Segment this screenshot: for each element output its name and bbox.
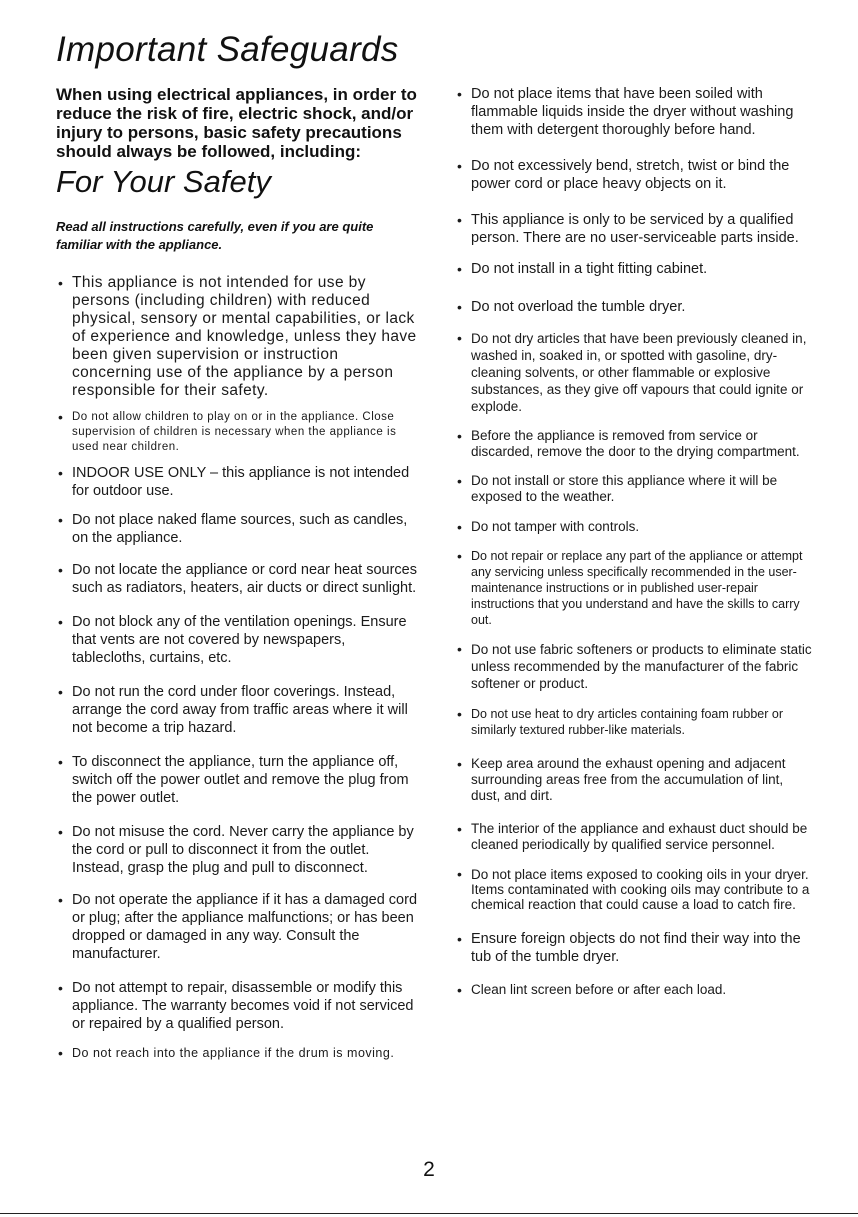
bullet-icon: • (58, 465, 63, 481)
list-item: • Do not locate the appliance or cord near heat sources such as radiators, heaters, air ducts or direct sunlight. (58, 562, 417, 596)
bullet-icon: • (457, 821, 462, 837)
bullet-icon: • (457, 330, 462, 346)
list-item: • Do not overload the tumble dryer. (457, 299, 686, 315)
list-item: • Do not allow children to play on or in the appliance. Close supervision of children is necessary when the appliance is used near children. (58, 409, 397, 453)
intro-statement: When using electrical appliances, in order to reduce the risk of fire, electric shock, and/or injury to persons, basic safety precautions should always be followed, including: (56, 85, 417, 161)
list-item: • Ensure foreign objects do not find their way into the tub of the tumble dryer. (457, 931, 801, 965)
list-item: • Keep area around the exhaust opening and adjacent surrounding areas free from the accumulation of lint, dust, and dirt. (457, 756, 786, 803)
list-item: • Do not attempt to repair, disassemble or modify this appliance. The warranty becomes void if not serviced or repaired by a qualified person. (58, 980, 414, 1032)
list-item: • Clean lint screen before or after each load. (457, 982, 727, 998)
bullet-icon: • (58, 824, 63, 840)
bullet-icon: • (58, 1045, 64, 1061)
list-item: • Do not place items that have been soiled with flammable liquids inside the dryer without washing them with detergent thoroughly before hand. (457, 86, 794, 138)
bullet-icon: • (457, 982, 462, 998)
list-item: • INDOOR USE ONLY – this appliance is not intended for outdoor use. (58, 465, 410, 499)
bullet-icon: • (457, 519, 462, 535)
bullet-icon: • (457, 756, 462, 772)
list-item: • Do not dry articles that have been previously cleaned in, washed in, soaked in, or spotted with gasoline, dry-cleaning solvents, or other flammable or explosive substances, as they give off vapours that could ignite or explode. (457, 330, 807, 414)
list-item: • Do not reach into the appliance if the drum is moving. (58, 1045, 395, 1061)
bullet-icon: • (58, 275, 64, 291)
bullet-icon: • (457, 548, 462, 564)
list-item: • Do not excessively bend, stretch, twist or bind the power cord or place heavy objects on it. (457, 158, 790, 192)
list-item: • Do not run the cord under floor coverings. Instead, arrange the cord away from traffic areas where it will not become a trip hazard. (58, 684, 408, 736)
bullet-icon: • (58, 892, 63, 908)
list-item: • Do not use heat to dry articles containing foam rubber or similarly textured rubber-like materials. (457, 706, 783, 737)
list-item: • Do not install in a tight fitting cabinet. (457, 261, 708, 277)
bullet-icon: • (457, 866, 462, 882)
page-number: 2 (423, 1158, 435, 1181)
list-item: • Do not operate the appliance if it has a damaged cord or plug; after the appliance malfunctions; or has been dropped or damaged in any way. Consult the manufacturer. (58, 892, 418, 962)
list-item: • Do not place items exposed to cooking oils in your dryer. Items contaminated with cooking oils may contribute to a chemical reaction that could cause a load to catch fire. (457, 866, 810, 912)
bullet-icon: • (58, 512, 63, 528)
bullet-icon: • (457, 428, 462, 444)
section-title: For Your Safety (56, 164, 271, 199)
bullet-icon: • (457, 473, 462, 489)
bullet-icon: • (457, 212, 462, 228)
page-title: Important Safeguards (56, 30, 399, 69)
right-safety-list (455, 85, 815, 998)
list-item: • This appliance is only to be serviced by a qualified person. There are no user-serviceable parts inside. (457, 212, 799, 246)
left-column (56, 85, 421, 1061)
bullet-icon: • (457, 641, 462, 657)
bottom-divider (0, 1213, 858, 1214)
list-item: • Before the appliance is removed from service or discarded, remove the door to the drying compartment. (457, 428, 800, 459)
bullet-icon: • (58, 409, 64, 425)
bullet-icon: • (457, 86, 462, 102)
bullet-icon: • (457, 261, 462, 277)
bullet-icon: • (58, 562, 63, 578)
list-item: • Do not block any of the ventilation openings. Ensure that vents are not covered by newspapers, tablecloths, curtains, etc. (58, 614, 407, 666)
bullet-icon: • (457, 299, 462, 315)
list-item: • To disconnect the appliance, turn the appliance off, switch off the power outlet and remove the plug from the power outlet. (58, 754, 409, 806)
list-item: • Do not misuse the cord. Never carry the appliance by the cord or pull to disconnect it from the outlet. Instead, grasp the plug and pull to disconnect. (58, 824, 414, 876)
bullet-icon: • (58, 754, 63, 770)
bullet-icon: • (58, 684, 63, 700)
bullet-icon: • (457, 158, 462, 174)
list-item: • Do not place naked flame sources, such as candles, on the appliance. (58, 512, 408, 546)
bullet-icon: • (457, 931, 462, 947)
list-item: • Do not use fabric softeners or products to eliminate static unless recommended by the manufacturer of the fabric softener or product. (457, 641, 812, 691)
bullet-icon: • (457, 706, 462, 722)
list-item: • Do not repair or replace any part of the appliance or attempt any servicing unless specifically recommended in the user-maintenance instructions or in published user-repair instructions that you understand and have the skills to carry out. (457, 548, 803, 627)
right-column (455, 85, 815, 998)
bullet-icon: • (58, 980, 63, 996)
list-item: • Do not install or store this appliance where it will be exposed to the weather. (457, 473, 778, 504)
list-item: • Do not tamper with controls. (457, 519, 640, 535)
list-item: • The interior of the appliance and exhaust duct should be cleaned periodically by qualified service personnel. (457, 821, 808, 852)
read-instructions-note: Read all instructions carefully, even if you are quite familiar with the appliance. (56, 219, 374, 252)
left-safety-list (56, 274, 421, 1061)
bullet-icon: • (58, 614, 63, 630)
list-item: • This appliance is not intended for use by persons (including children) with reduced physical, sensory or mental capabilities, or lack of experience and knowledge, unless they have been given supervision or instruction concerning use of the appliance by a person responsible for their safety. (58, 274, 417, 399)
